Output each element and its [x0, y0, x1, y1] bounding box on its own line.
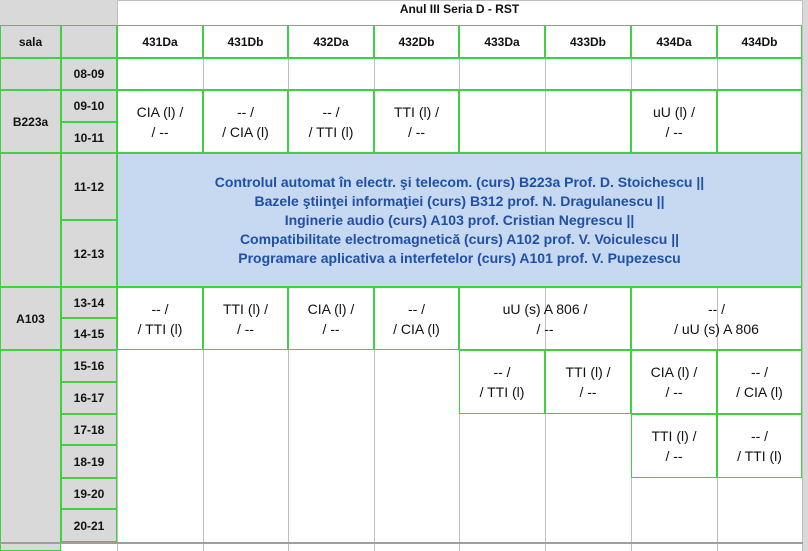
lectures-block [117, 153, 802, 287]
hour-label: 10-11 [61, 122, 117, 153]
room-a103: A103 [0, 287, 61, 350]
title-corner [0, 0, 61, 25]
class-cell: CIA (l) / / -- [288, 287, 374, 350]
empty-cell [459, 90, 631, 153]
empty-row [117, 58, 802, 90]
hour-label: 20-21 [61, 509, 117, 542]
right-margin [803, 0, 808, 551]
class-cell: CIA (l) / / -- [117, 90, 203, 153]
hour-label: 16-17 [61, 382, 117, 414]
class-cell: -- / / TTI (l) [117, 287, 203, 350]
class-cell: -- / / TTI (l) [288, 90, 374, 153]
hour-label: 12-13 [61, 220, 117, 287]
group-header-433Da: 433Da [459, 25, 545, 58]
title-corner [61, 0, 117, 25]
bottom-border [0, 542, 803, 544]
lecture-line: Controlul automat în electr. şi telecom. (curs) B223a Prof. D. Stoichescu || [214, 173, 705, 190]
sala-header: sala [0, 25, 61, 58]
class-cell: -- / / TTI (l) [717, 414, 802, 478]
hour-label: 09-10 [61, 90, 117, 122]
hour-label: 11-12 [61, 153, 117, 220]
lecture-line: Bazele ştiinţei informaţiei (curs) B312 prof. N. Dragulanescu || [254, 192, 665, 209]
hour-label: 19-20 [61, 478, 117, 509]
room-cell [0, 58, 61, 90]
hour-label: 18-19 [61, 445, 117, 478]
hour-label: 15-16 [61, 350, 117, 382]
room-cell [0, 153, 61, 287]
group-header-433Db: 433Db [545, 25, 631, 58]
class-cell: TTI (l) / / -- [374, 90, 459, 153]
class-cell: -- / / CIA (l) [203, 90, 288, 153]
group-header-432Db: 432Db [374, 25, 459, 58]
class-cell: -- / / uU (s) A 806 [631, 287, 802, 350]
group-header-431Db: 431Db [203, 25, 288, 58]
class-cell: uU (l) / / -- [631, 90, 717, 153]
empty-cell [717, 90, 802, 153]
class-cell: TTI (l) / / -- [631, 414, 717, 478]
group-header-434Db: 434Db [717, 25, 802, 58]
class-cell: -- / / CIA (l) [374, 287, 459, 350]
class-cell: -- / / TTI (l) [459, 350, 545, 414]
room-cell [0, 350, 61, 551]
class-cell: TTI (l) / / -- [545, 350, 631, 414]
group-header-432Da: 432Da [288, 25, 374, 58]
lecture-line: Programare aplicativa a interfetelor (curs) A101 prof. V. Pupezescu [238, 249, 681, 266]
class-cell: -- / / CIA (l) [717, 350, 802, 414]
hour-header [61, 25, 117, 58]
hour-label: 08-09 [61, 58, 117, 90]
class-cell: TTI (l) / / -- [203, 287, 288, 350]
hour-label: 13-14 [61, 287, 117, 318]
page-title: Anul III Seria D - RST [399, 2, 520, 16]
class-cell: CIA (l) / / -- [631, 350, 717, 414]
group-header-431Da: 431Da [117, 25, 203, 58]
group-header-434Da: 434Da [631, 25, 717, 58]
hour-label: 14-15 [61, 318, 117, 350]
class-cell: uU (s) A 806 / / -- [459, 287, 631, 350]
lecture-line: Compatibilitate electromagnetică (curs) A102 prof. V. Voiculescu || [239, 230, 680, 247]
room-b223a: B223a [0, 90, 61, 153]
lecture-line: Inginerie audio (curs) A103 prof. Cristian Negrescu || [284, 211, 635, 228]
hour-label: 17-18 [61, 414, 117, 445]
